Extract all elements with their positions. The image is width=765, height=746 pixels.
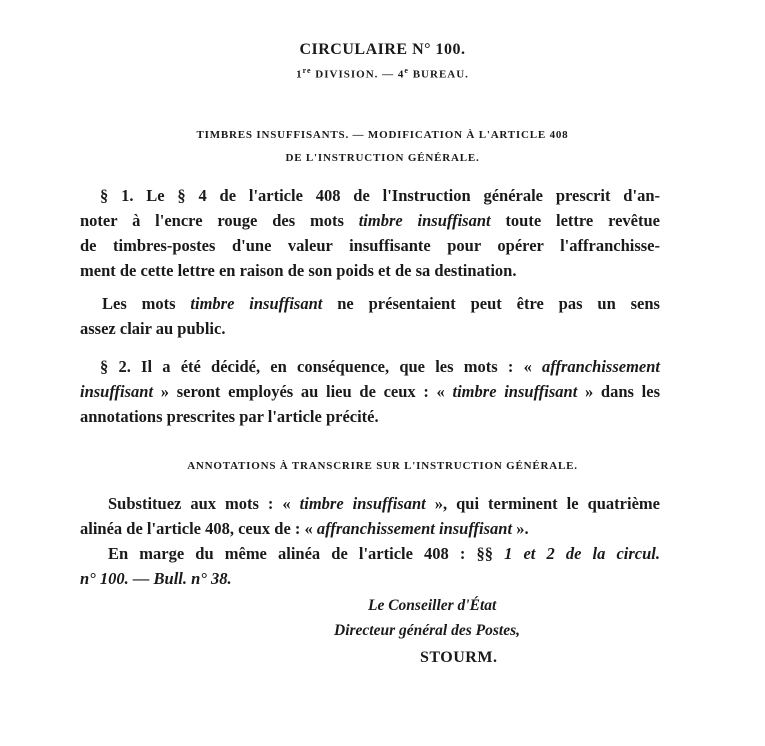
text-run: § 2. Il a été décidé, en conséquence, que les mots : « <box>100 357 543 376</box>
division-text: DIVISION. — 4 <box>311 68 405 81</box>
text-run: ne présentaient peut être pas un sens <box>322 294 660 313</box>
text-run: alinéa de l'article 408, ceux de : « <box>80 519 317 538</box>
division-superscript: re <box>302 66 312 75</box>
italic-term: timbre insuffisant <box>452 382 578 401</box>
signature-title-1: Le Conseiller d'État <box>368 597 497 614</box>
signatory-name: STOURM. <box>420 649 498 666</box>
italic-term: timbre insuffisant <box>190 294 323 313</box>
paragraph-1-line-2 <box>80 211 660 231</box>
paragraph-5-line-1 <box>108 544 660 564</box>
text-run: » dans les <box>577 382 660 401</box>
text-run: toute lettre revêtue <box>490 211 661 230</box>
division-bureau-line <box>0 66 765 81</box>
paragraph-4-line-2 <box>80 519 660 539</box>
text-run: Substituez aux mots : « <box>108 494 300 513</box>
paragraph-1-line-3: de timbres-postes d'une valeur insuffisante pour opérer l'affranchisse- <box>80 236 660 255</box>
paragraph-3-line-2 <box>80 382 660 402</box>
italic-term: timbre insuffisant <box>358 211 491 230</box>
circular-title: CIRCULAIRE N° 100. <box>299 41 466 58</box>
italic-term: n° 100. — Bull. n° 38. <box>80 569 232 588</box>
text-run: » seront employés au lieu de ceux : « <box>153 382 453 401</box>
text-run: noter à l'encre rouge des mots <box>80 211 359 230</box>
paragraph-2-line-1 <box>102 294 660 314</box>
italic-term: 1 et 2 de la circul. <box>504 544 660 563</box>
paragraph-1-line-1: § 1. Le § 4 de l'article 408 de l'Instruction générale prescrit d'an- <box>100 186 660 205</box>
division-number: 1 <box>296 68 303 81</box>
section-heading-line-2: DE L'INSTRUCTION GÉNÉRALE. <box>285 152 480 164</box>
text-run: », qui terminent le quatrième <box>425 494 660 513</box>
bureau-text: BUREAU. <box>408 68 469 81</box>
paragraph-3-line-1 <box>100 357 660 377</box>
section-heading-line-1: TIMBRES INSUFFISANTS. — MODIFICATION À L'ARTICLE 408 <box>196 129 569 141</box>
text-run: En marge du même alinéa de l'article 408 : §§ <box>108 544 505 563</box>
bureau-superscript: e <box>404 66 409 75</box>
paragraph-5-line-2 <box>80 569 660 589</box>
annotations-heading: ANNOTATIONS À TRANSCRIRE SUR L'INSTRUCTION GÉNÉRALE. <box>187 460 578 472</box>
italic-term: affranchissement insuffisant <box>316 519 513 538</box>
text-run: Les mots <box>102 294 191 313</box>
italic-term: affranchissement <box>542 357 660 376</box>
paragraph-1-line-4: ment de cette lettre en raison de son poids et de sa destination. <box>80 261 517 280</box>
text-run: ». <box>512 519 529 538</box>
paragraph-4-line-1 <box>108 494 660 514</box>
paragraph-3-line-3: annotations prescrites par l'article précité. <box>80 407 379 426</box>
signature-title-2: Directeur général des Postes, <box>334 622 520 639</box>
italic-term: insuffisant <box>80 382 154 401</box>
paragraph-2-line-2: assez clair au public. <box>80 319 226 338</box>
italic-term: timbre insuffisant <box>299 494 426 513</box>
